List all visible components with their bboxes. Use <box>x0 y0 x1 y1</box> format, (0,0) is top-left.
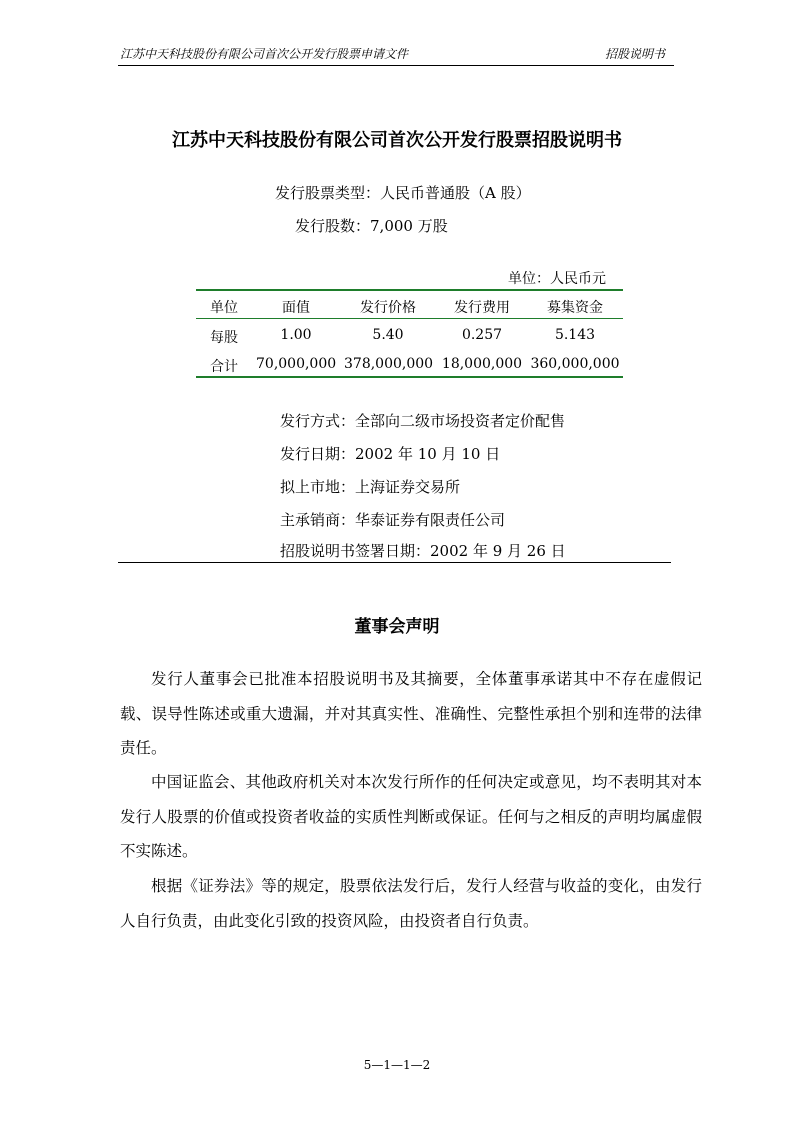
issue-shares-label: 发行股数： <box>295 217 371 235</box>
table-header-rule <box>196 318 623 319</box>
table-cell: 5.143 <box>554 327 596 343</box>
running-header-title: 江苏中天科技股份有限公司首次公开发行股票申请文件 <box>120 47 409 61</box>
listing-market: 拟上市地：上海证券交易所 <box>280 478 461 496</box>
statement-paragraph: 根据《证券法》等的规定，股票依法发行后，发行人经营与收益的变化，由发行人自行负责，由此变化引致的投资风险，由投资者自行负责。 <box>120 877 702 930</box>
table-cell: 合计 <box>210 359 238 375</box>
issue-type-label: 发行股票类型： <box>275 184 381 202</box>
issue-type-value: 人民币普通股（A 股） <box>380 184 531 202</box>
statement-paragraph: 中国证监会、其他政府机关对本次发行所作的任何决定或意见，均不表明其对本发行人股票的价值或投资者收益的实质性判断或保证。任何与之相反的声明均属虚假不实陈述。 <box>120 773 702 860</box>
page-number: 5—1—1—2 <box>363 1058 431 1072</box>
statement-paragraph: 发行人董事会已批准本招股说明书及其摘要，全体董事承诺其中不存在虚假记载、误导性陈述或重大遗漏，并对其真实性、准确性、完整性承担个别和连带的法律责任。 <box>120 670 702 757</box>
section-divider <box>118 562 671 563</box>
issue-date: 发行日期：2002 年 10 月 10 日 <box>280 445 501 463</box>
prospectus-sign-date: 招股说明书签署日期：2002 年 9 月 26 日 <box>280 542 566 560</box>
issue-method: 发行方式：全部向二级市场投资者定价配售 <box>280 412 566 430</box>
table-cell: 1.00 <box>280 327 312 343</box>
table-cell: 70,000,000 <box>256 356 337 372</box>
table-cell: 378,000,000 <box>344 356 434 372</box>
table-header-cell: 发行价格 <box>360 300 416 316</box>
table-header-cell: 募集资金 <box>547 300 603 316</box>
issue-shares-value: 7,000 万股 <box>370 217 448 235</box>
table-header-cell: 单位 <box>210 300 238 316</box>
issue-type-line <box>275 182 531 203</box>
table-bottom-rule <box>196 376 623 378</box>
table-cell: 18,000,000 <box>441 356 523 372</box>
lead-underwriter: 主承销商：华泰证券有限责任公司 <box>280 511 506 529</box>
table-cell: 0.257 <box>461 327 503 343</box>
table-cell: 每股 <box>210 330 238 346</box>
table-cell: 360,000,000 <box>530 356 620 372</box>
table-unit-label: 单位：人民币元 <box>508 271 606 287</box>
table-cell: 5.40 <box>372 327 404 343</box>
table-header-cell: 面值 <box>282 300 310 316</box>
running-header-section: 招股说明书 <box>605 47 666 61</box>
document-title: 江苏中天科技股份有限公司首次公开发行股票招股说明书 <box>172 130 622 151</box>
issue-shares-line <box>295 215 448 236</box>
table-top-rule <box>196 289 623 291</box>
header-divider <box>118 65 674 66</box>
table-header-cell: 发行费用 <box>454 300 510 316</box>
board-statement-title: 董事会声明 <box>354 617 440 637</box>
